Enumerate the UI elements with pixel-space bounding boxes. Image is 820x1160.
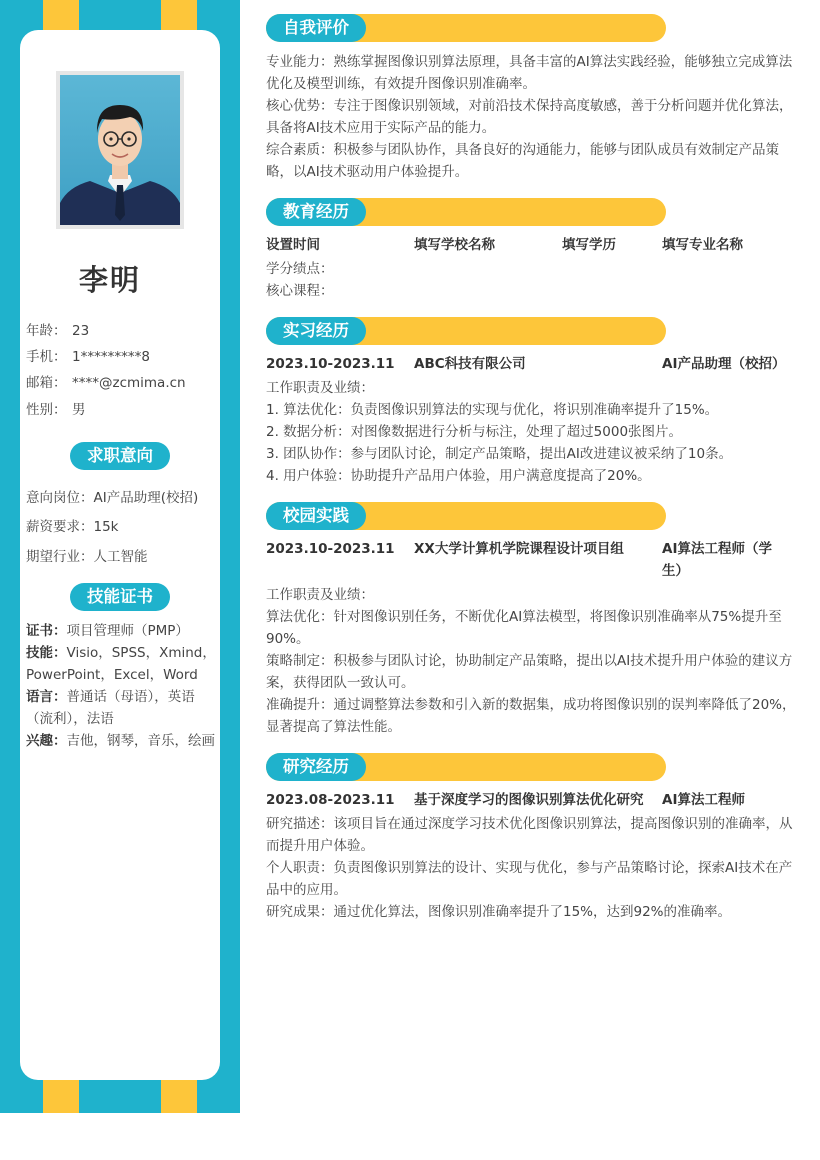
campus-role: AI算法工程师（学生） [662, 541, 772, 579]
intern-time: 2023.10-2023.11 [266, 356, 395, 372]
skills-list [26, 620, 216, 752]
edu-time: 设置时间 [266, 237, 320, 253]
education-details: 学分绩点： 核心课程： [266, 261, 334, 299]
job-intent-heading: 求职意向 [70, 442, 170, 470]
campus-details: 工作职责及业绩： 算法优化：针对图像识别任务，不断优化AI算法模型，将图像识别准确率从75%提升至90%。 策略制定：积极参与团队讨论，协助制定产品策略，提出以AI技术提升用户体验的建议方案，获得团队一致认可。 准确提升：通过调整算法参数和引入新的数据集，成功将图像识别的误判率降低了20%，显著提高了算法性能。 [266, 587, 796, 735]
edu-major: 填写专业名称 [662, 237, 743, 253]
skills-heading: 技能证书 [70, 583, 170, 611]
self-eval-text: 专业能力：熟练掌握图像识别算法原理，具备丰富的AI算法实践经验，能够独立完成算法优化及模型训练，有效提升图像识别准确率。 核心优势：专注于图像识别领域，对前沿技术保持高度敏感，善于分析问题并优化算法，具备将AI技术应用于实际产品的能力。 综合素质：积极参与团队协作，具备良好的沟通能力，能够与团队成员有效制定产品策略，以AI技术驱动用户体验提升。 [266, 54, 793, 180]
intern-role: AI产品助理（校招） [662, 356, 786, 372]
info-email: 邮箱： ****@zcmima.cn [26, 375, 186, 391]
section-campus-header [266, 502, 666, 530]
job-intent-position: 意向岗位：AI产品助理(校招) [26, 490, 199, 506]
section-title: 实习经历 [266, 317, 366, 345]
internship-details: 工作职责及业绩： 1. 算法优化：负责图像识别算法的实现与优化，将识别准确率提升了15%。 2. 数据分析：对图像数据进行分析与标注，处理了超过5000张图片。 3. 团队协作：参与团队讨论，制定产品策略，提出AI改进建议被采纳了10条。 4. 用户体验：协助提升产品用户体验，用户满意度提高了20%。 [266, 380, 733, 484]
section-title: 教育经历 [266, 198, 366, 226]
portrait-image [60, 75, 180, 225]
section-education-header [266, 198, 666, 226]
skill-row-language: 语言：普通话（母语），英语（流利），法语 [26, 689, 195, 727]
section-self-eval-header [266, 14, 666, 42]
section-title: 校园实践 [266, 502, 366, 530]
skill-row-interests: 兴趣：吉他，钢琴，音乐，绘画 [26, 733, 215, 749]
research-details: 研究描述：该项目旨在通过深度学习技术优化图像识别算法，提高图像识别的准确率，从而提升用户体验。 个人职责：负责图像识别算法的设计、实现与优化，参与产品策略讨论，探索AI技术在产品中的应用。 研究成果：通过优化算法，图像识别准确率提升了15%，达到92%的准确率。 [266, 816, 793, 920]
section-title: 自我评价 [266, 14, 366, 42]
campus-org: XX大学计算机学院课程设计项目组 [414, 541, 624, 557]
profile-photo [56, 71, 184, 229]
skill-row-cert: 证书：项目管理师（PMP） [26, 623, 189, 639]
research-time: 2023.08-2023.11 [266, 792, 395, 808]
info-gender: 性别： 男 [26, 402, 86, 418]
research-project: 基于深度学习的图像识别算法优化研究 [414, 792, 644, 808]
intern-company: ABC科技有限公司 [414, 356, 526, 372]
section-research-header [266, 753, 666, 781]
skill-row-skills: 技能：Visio，SPSS，Xmind，PowerPoint，Excel，Word [26, 645, 216, 683]
campus-time: 2023.10-2023.11 [266, 541, 395, 557]
section-title: 研究经历 [266, 753, 366, 781]
info-age: 年龄： 23 [26, 323, 90, 339]
edu-degree: 填写学历 [562, 237, 616, 253]
section-internship-header [266, 317, 666, 345]
research-role: AI算法工程师 [662, 792, 745, 808]
job-intent-salary: 薪资要求：15k [26, 519, 119, 535]
job-intent-industry: 期望行业：人工智能 [26, 549, 148, 565]
person-name: 李明 [78, 263, 141, 297]
edu-school: 填写学校名称 [414, 237, 495, 253]
campus-row [266, 538, 796, 582]
info-phone: 手机： 1*********8 [26, 349, 150, 365]
